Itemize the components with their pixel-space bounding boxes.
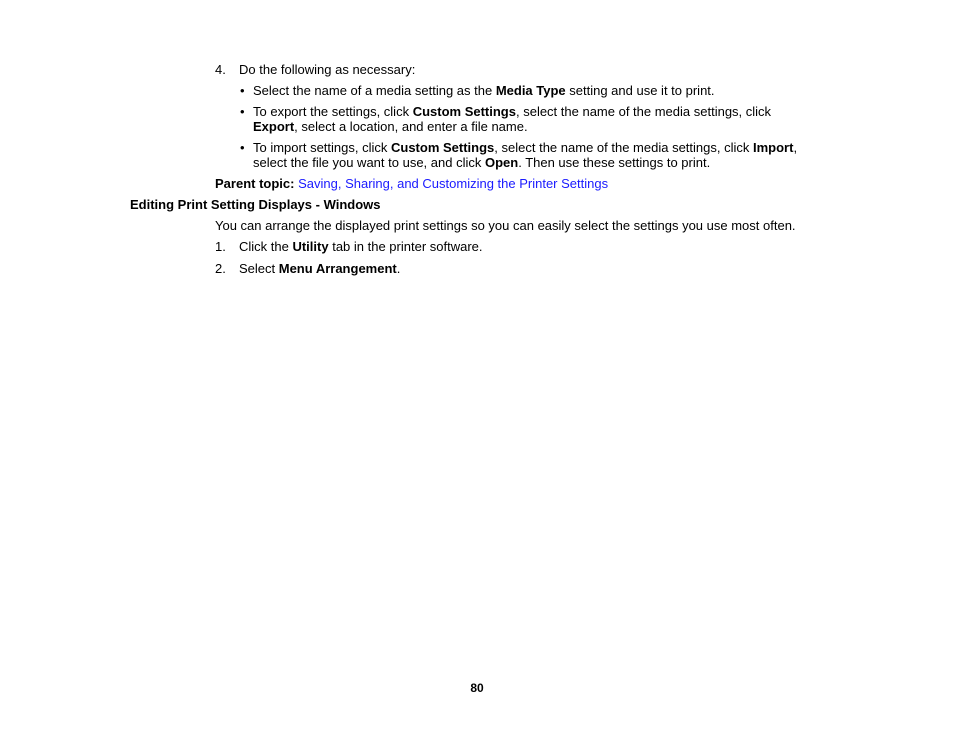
bullet-marker: • (240, 140, 245, 155)
custom-settings-term: Custom Settings (391, 140, 495, 155)
step-1-text: Click the Utility tab in the printer software. (239, 239, 483, 254)
export-term: Export (253, 119, 295, 134)
media-type-term: Media Type (495, 83, 566, 98)
step-2-number: 2. (215, 261, 226, 276)
bullet-marker: • (240, 104, 245, 119)
step-2-text: Select Menu Arrangement. (239, 261, 401, 276)
bullet-3-line-2: select the file you want to use, and click Open. Then use these settings to print. (253, 155, 711, 170)
import-term: Import (752, 140, 794, 155)
open-term: Open (484, 155, 519, 170)
step-4-number: 4. (215, 62, 226, 77)
parent-topic-label: Parent topic: (215, 176, 295, 191)
page-number: 80 (470, 681, 484, 695)
custom-settings-term: Custom Settings (412, 104, 516, 119)
step-4-text: Do the following as necessary: (239, 62, 416, 77)
section-heading: Editing Print Setting Displays - Windows (130, 197, 381, 212)
parent-topic (215, 176, 608, 191)
step-1-number: 1. (215, 239, 226, 254)
bullet-2-line-2: Export, select a location, and enter a file name. (253, 119, 528, 134)
bullet-3-line-1: To import settings, click Custom Settings, select the name of the media settings, click Import, (253, 140, 798, 155)
menu-arrangement-term: Menu Arrangement (278, 261, 397, 276)
parent-topic-link[interactable]: Saving, Sharing, and Customizing the Printer Settings (298, 176, 609, 191)
bullet-1-line-1: Select the name of a media setting as the Media Type setting and use it to print. (253, 83, 715, 98)
section-intro: You can arrange the displayed print settings so you can easily select the settings you use most often. (215, 218, 796, 233)
bullet-2-line-1: To export the settings, click Custom Settings, select the name of the media settings, click (253, 104, 772, 119)
bullet-marker: • (240, 83, 245, 98)
utility-term: Utility (292, 239, 329, 254)
